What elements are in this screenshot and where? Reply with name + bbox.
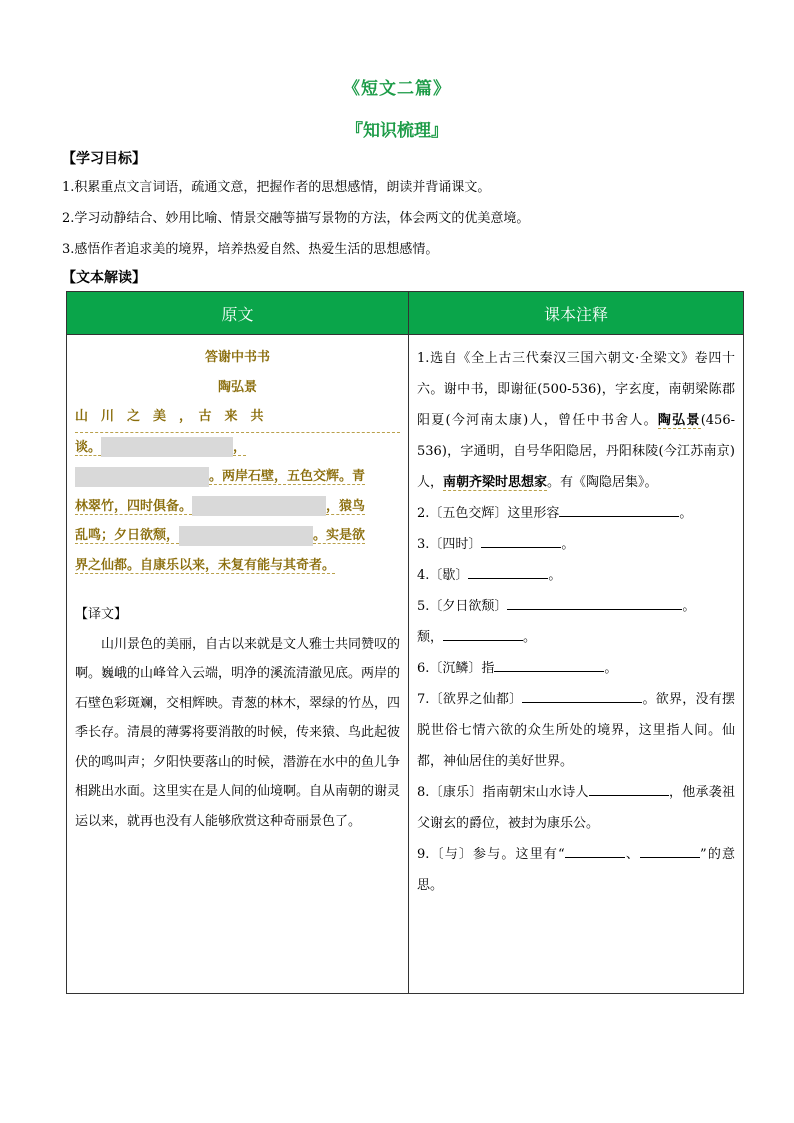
answer-line[interactable]: [494, 657, 604, 672]
goals-heading: 【学习目标】: [62, 151, 146, 167]
fill-blank[interactable]: [179, 526, 313, 546]
note-8: 8.〔康乐〕指南朝宋山水诗人 ，他承袭祖父谢玄的爵位，被封为康乐公。: [417, 777, 735, 839]
goal-item-3: 3.感悟作者追求美的境界，培养热爱自然、热爱生活的思想感情。: [62, 242, 439, 257]
note-4: 4.〔歇〕 。: [417, 560, 735, 591]
original-header: 原文: [67, 292, 409, 335]
answer-line[interactable]: [589, 781, 669, 796]
note-2: 2.〔五色交辉〕这里形容 。: [417, 498, 735, 529]
fill-blank[interactable]: [75, 467, 209, 487]
original-segment: 乱鸣；夕日欲颓，: [75, 528, 180, 543]
translation-label: 【译文】: [75, 607, 128, 622]
page-title: 《短文二篇》: [343, 79, 451, 99]
answer-line[interactable]: [565, 843, 625, 858]
article-title: 答谢中书书: [204, 350, 270, 365]
note-3: 3.〔四时〕 。: [417, 529, 735, 560]
goal-item-2: 2.学习动静结合、妙用比喻、情景交融等描写景物的方法，体会两文的优美意境。: [62, 211, 530, 226]
note-7: 7.〔欲界之仙都〕 。欲界，没有摆脱世俗七情六欲的众生所处的境界，这里指人间。仙都，神仙居住的美好世界。: [417, 684, 735, 777]
note-6: 6.〔沉鳞〕指 。: [417, 653, 735, 684]
original-segment: 林翠竹，四时俱备。: [75, 498, 193, 514]
note-1: 1.选自《全上古三代秦汉三国六朝文·全梁文》卷四十六。谢中书，即谢征(500-536)，字玄度，南朝梁陈郡阳夏(今河南太康)人，曾任中书舍人。陶弘景(456-536)，字通明，自号华阳隐居，丹阳秣陵(今江苏南京)人，南朝齐梁时思想家。有《陶隐居集》。: [417, 351, 735, 490]
note-9: 9.〔与〕参与。这里有“ 、 ”的意思。: [417, 839, 735, 901]
answer-line[interactable]: [443, 626, 523, 641]
original-cell: [67, 335, 409, 994]
note-5: 5.〔夕日欲颓〕 。: [417, 591, 735, 622]
fill-blank[interactable]: [101, 437, 233, 457]
original-segment: 。两岸石壁，五色交辉。青: [209, 469, 366, 484]
article-author: 陶弘景: [217, 379, 257, 395]
original-segment: 谈。: [75, 439, 102, 455]
translation-text: 山川景色的美丽，自古以来就是文人雅士共同赞叹的啊。巍峨的山峰耸入云端，明净的溪流清澈见底。两岸的石壁色彩斑斓，交相辉映。青葱的林木，翠绿的竹丛，四季长存。清晨的薄雾将要消散的时候，传来猿、鸟此起彼伏的鸣叫声；夕阳快要落山的时候，潜游在水中的鱼儿争相跳出水面。这里实在是人间的仙境啊。自从南朝的谢灵运以来，就再也没有人能够欣赏这种奇丽景色了。: [75, 636, 401, 829]
answer-line[interactable]: [640, 843, 700, 858]
author-identity-highlight: 南朝齐梁时思想家: [443, 475, 548, 490]
goal-item-1: 1.积累重点文言词语，疏通文意，把握作者的思想感情，朗读并背诵课文。: [62, 180, 491, 195]
section-title: 『知识梳理』: [346, 121, 448, 141]
answer-line[interactable]: [559, 502, 679, 517]
text-table: [66, 291, 744, 994]
answer-line[interactable]: [468, 564, 548, 579]
original-text: 山 川 之 美 ， 古 来 共 谈。 ， 。两岸石壁，五色交辉。青 林翠竹，四时俱备。 ，猿鸟 乱鸣；夕日欲颓， 。实是欲 界之仙都。自康乐以来，未复有能与其奇者。: [75, 402, 400, 580]
original-segment: ，猿鸟: [326, 498, 366, 514]
original-segment: 。实是欲: [313, 528, 366, 543]
reading-heading: 【文本解读】: [62, 270, 146, 286]
notes-cell: [409, 335, 744, 994]
author-highlight: 陶弘景: [657, 413, 701, 428]
answer-line[interactable]: [507, 595, 682, 610]
note-5b: 颓， 。: [417, 622, 735, 653]
fill-blank[interactable]: [192, 496, 326, 516]
answer-line[interactable]: [522, 688, 642, 703]
notes-header: 课本注释: [409, 292, 744, 335]
answer-line[interactable]: [481, 533, 561, 548]
original-segment: 界之仙都。自康乐以来，未复有能与其奇者。: [75, 557, 336, 573]
original-line: 山 川 之 美 ， 古 来 共: [75, 402, 400, 433]
